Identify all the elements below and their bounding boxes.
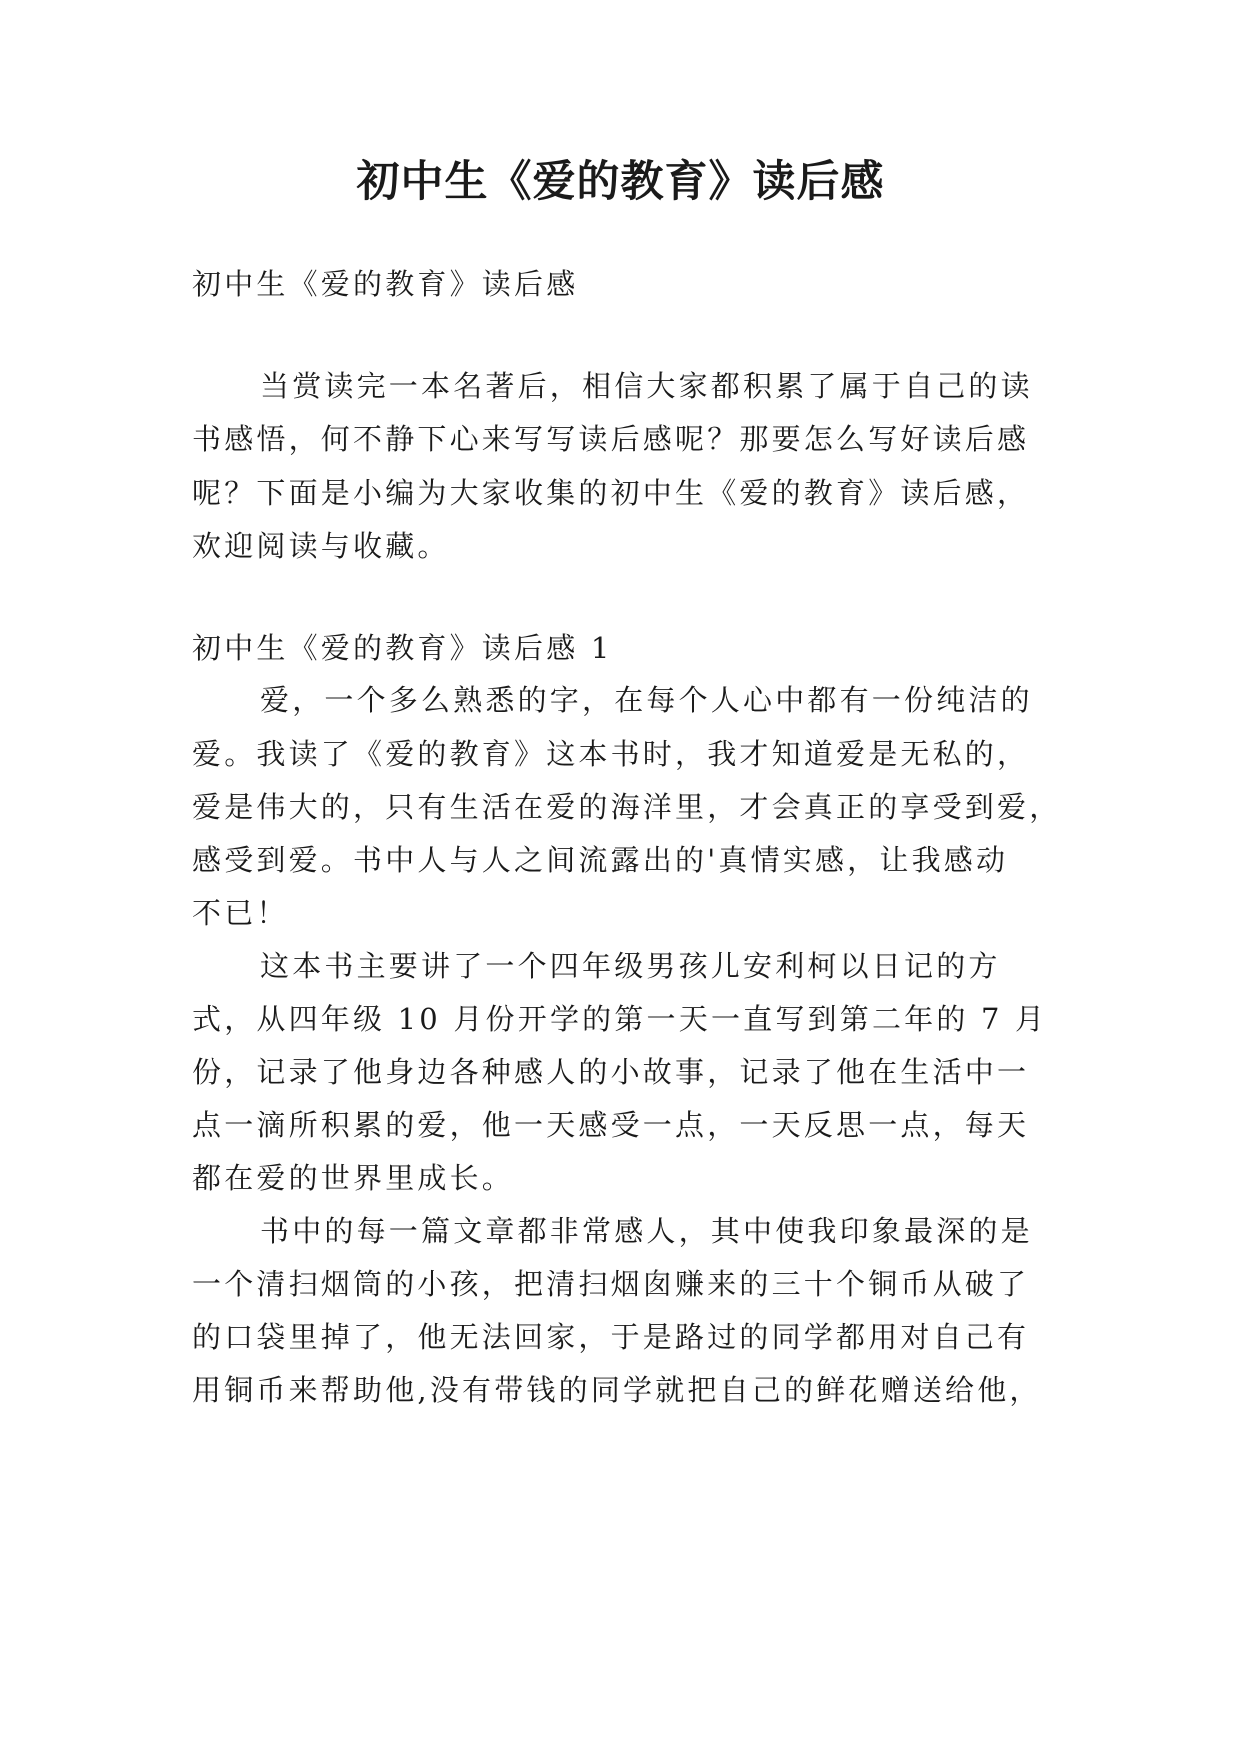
paragraph-line: 份，记录了他身边各种感人的小故事，记录了他在生活中一 — [192, 1055, 1030, 1089]
paragraph-line: 这本书主要讲了一个四年级男孩儿安利柯以日记的方 — [260, 949, 1001, 983]
intro-line: 欢迎阅读与收藏。 — [192, 529, 450, 563]
intro-line: 呢？下面是小编为大家收集的初中生《爱的教育》读后感， — [192, 476, 1030, 510]
paragraph-line: 的口袋里掉了，他无法回家，于是路过的同学都用对自己有 — [192, 1320, 1030, 1354]
intro-line: 当赏读完一本名著后，相信大家都积累了属于自己的读 — [260, 369, 1033, 403]
paragraph-line: 爱，一个多么熟悉的字，在每个人心中都有一份纯洁的 — [260, 683, 1033, 717]
paragraph-line: 爱。我读了《爱的教育》这本书时，我才知道爱是无私的， — [192, 737, 1030, 771]
intro-line: 书感悟，何不静下心来写写读后感呢？那要怎么写好读后感 — [192, 422, 1030, 456]
paragraph-line: 爱是伟大的，只有生活在爱的海洋里，才会真正的享受到爱， — [192, 790, 1062, 824]
section-heading: 初中生《爱的教育》读后感 1 — [192, 631, 613, 665]
paragraph-line: 感受到爱。书中人与人之间流露出的'真情实感，让我感动 — [192, 843, 1009, 877]
document-subtitle: 初中生《爱的教育》读后感 — [192, 267, 579, 301]
paragraph-line: 一个清扫烟筒的小孩，把清扫烟囱赚来的三十个铜币从破了 — [192, 1267, 1030, 1301]
document-title: 初中生《爱的教育》读后感 — [356, 157, 885, 207]
paragraph-line: 点一滴所积累的爱，他一天感受一点，一天反思一点，每天 — [192, 1108, 1030, 1142]
paragraph-line: 都在爱的世界里成长。 — [192, 1161, 515, 1195]
paragraph-line: 不已！ — [192, 896, 289, 930]
paragraph-line: 用铜币来帮助他,没有带钱的同学就把自己的鲜花赠送给他， — [192, 1373, 1042, 1407]
paragraph-line: 书中的每一篇文章都非常感人，其中使我印象最深的是 — [260, 1214, 1033, 1248]
paragraph-line: 式，从四年级 10 月份开学的第一天一直写到第二年的 7 月 — [192, 1002, 1048, 1036]
